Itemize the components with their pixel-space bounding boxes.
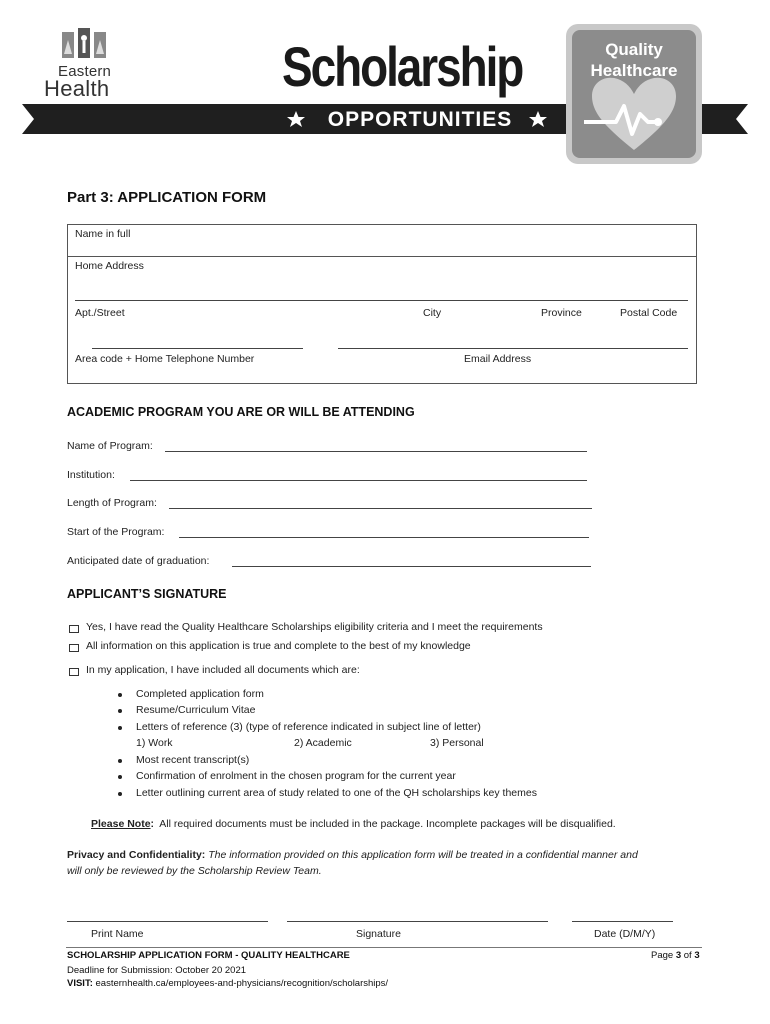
graduation-date-label: Anticipated date of graduation: xyxy=(67,555,210,567)
page-current: 3 xyxy=(675,950,682,961)
address-line[interactable] xyxy=(75,300,688,301)
institution-line[interactable] xyxy=(130,480,587,481)
print-name-line[interactable] xyxy=(67,921,268,922)
please-note xyxy=(91,818,616,830)
privacy-label: Privacy and Confidentiality: xyxy=(67,849,206,861)
footer-visit xyxy=(67,978,388,989)
page-of: of xyxy=(683,950,692,961)
logo-text-eastern: Eastern xyxy=(58,63,112,80)
signature-heading: APPLICANT’S SIGNATURE xyxy=(67,587,227,601)
date-line[interactable] xyxy=(572,921,673,922)
reference-work: 1) Work xyxy=(136,737,173,749)
please-note-colon: : xyxy=(150,818,155,830)
phone-line[interactable] xyxy=(92,348,303,349)
footer-form-title: SCHOLARSHIP APPLICATION FORM - QUALITY HEALTHCARE xyxy=(67,950,350,961)
bullet-icon xyxy=(118,759,122,763)
part-title: Part 3: APPLICATION FORM xyxy=(67,189,267,206)
logo-mark-icon xyxy=(60,28,108,60)
info-true-checkbox[interactable] xyxy=(69,644,79,652)
page-prefix: Page xyxy=(651,950,674,961)
institution-label: Institution: xyxy=(67,469,115,481)
visit-label: VISIT: xyxy=(67,978,93,989)
program-name-label: Name of Program: xyxy=(67,440,153,452)
bullet-icon xyxy=(118,709,122,713)
documents-check-label: In my application, I have included all documents which are: xyxy=(86,664,360,676)
page-total: 3 xyxy=(694,950,700,961)
privacy-text: The information provided on this application form will be treated in a confidential manner and xyxy=(208,849,638,861)
postal-code-label: Postal Code xyxy=(620,307,678,319)
page-number xyxy=(651,950,700,961)
footer-deadline: Deadline for Submission: October 20 2021 xyxy=(67,965,247,976)
logo-text-health: Health xyxy=(44,76,110,101)
document-item: Completed application form xyxy=(136,688,264,700)
bullet-icon xyxy=(118,792,122,796)
academic-heading: ACADEMIC PROGRAM YOU ARE OR WILL BE ATTENDING xyxy=(67,405,415,419)
privacy-text-continued: will only be reviewed by the Scholarship Review Team. xyxy=(67,865,322,877)
email-label: Email Address xyxy=(464,353,532,365)
info-true-check-label: All information on this application is true and complete to the best of my knowledge xyxy=(86,640,471,652)
bullet-icon xyxy=(118,693,122,697)
program-name-line[interactable] xyxy=(165,451,587,452)
please-note-label: Please Note xyxy=(91,818,151,830)
documents-checkbox[interactable] xyxy=(69,668,79,676)
visit-url[interactable]: easternhealth.ca/employees-and-physicians/recognition/scholarships/ xyxy=(95,978,389,989)
home-address-label: Home Address xyxy=(75,260,144,272)
program-length-label: Length of Program: xyxy=(67,497,157,509)
footer-divider xyxy=(66,947,702,948)
eastern-health-logo xyxy=(44,28,134,100)
document-item: Resume/Curriculum Vitae xyxy=(136,704,256,716)
reference-academic: 2) Academic xyxy=(294,737,352,749)
program-start-line[interactable] xyxy=(179,537,589,538)
document-item: Confirmation of enrolment in the chosen program for the current year xyxy=(136,770,456,782)
email-line[interactable] xyxy=(338,348,688,349)
graduation-date-line[interactable] xyxy=(232,566,591,567)
program-start-label: Start of the Program: xyxy=(67,526,165,538)
badge-text-quality: Quality xyxy=(605,40,663,59)
city-label: City xyxy=(423,307,442,319)
document-item: Most recent transcript(s) xyxy=(136,754,250,766)
info-divider xyxy=(68,256,696,257)
signature-label: Signature xyxy=(356,928,401,940)
eligibility-checkbox[interactable] xyxy=(69,625,79,633)
privacy-paragraph xyxy=(67,849,638,861)
name-in-full-label: Name in full xyxy=(75,228,131,240)
reference-personal: 3) Personal xyxy=(430,737,484,749)
document-item: Letter outlining current area of study related to one of the QH scholarships key themes xyxy=(136,787,537,799)
document-item: Letters of reference (3) (type of reference indicated in subject line of letter) xyxy=(136,721,481,733)
print-name-label: Print Name xyxy=(91,928,144,940)
bullet-icon xyxy=(118,726,122,730)
apt-street-label: Apt./Street xyxy=(75,307,125,319)
bullet-icon xyxy=(118,775,122,779)
page-title: Scholarship xyxy=(282,35,523,98)
province-label: Province xyxy=(541,307,582,319)
please-note-text: All required documents must be included in the package. Incomplete packages will be disqualified. xyxy=(159,818,616,830)
badge-text-healthcare: Healthcare xyxy=(590,61,678,80)
banner-text: OPPORTUNITIES xyxy=(327,108,513,131)
phone-label: Area code + Home Telephone Number xyxy=(75,353,255,365)
program-length-line[interactable] xyxy=(169,508,592,509)
date-label: Date (D/M/Y) xyxy=(594,928,656,940)
signature-line[interactable] xyxy=(287,921,548,922)
eligibility-check-label: Yes, I have read the Quality Healthcare Scholarships eligibility criteria and I meet the requirements xyxy=(86,621,543,633)
